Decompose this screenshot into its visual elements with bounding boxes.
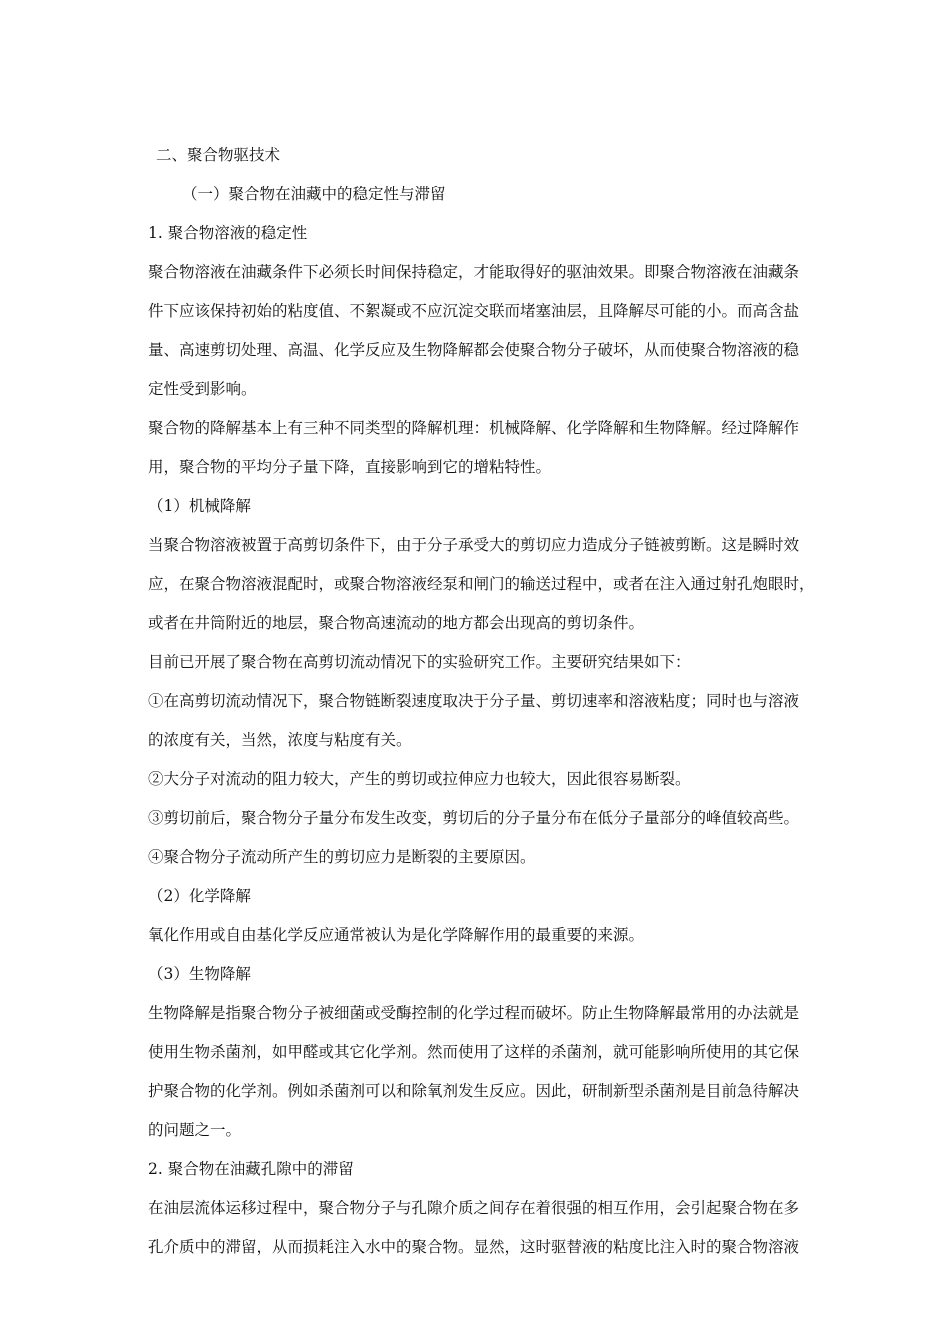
text-line: 应，在聚合物溶液混配时，或聚合物溶液经泵和闸门的输送过程中，或者在注入通过射孔炮眼时， xyxy=(148,575,815,593)
text-line: 当聚合物溶液被置于高剪切条件下，由于分子承受大的剪切应力造成分子链被剪断。这是瞬时效 xyxy=(148,536,800,554)
heading-sub: （一）聚合物在油藏中的稳定性与滞留 xyxy=(182,185,446,203)
text-line: 孔介质中的滞留，从而损耗注入水中的聚合物。显然，这时驱替液的粘度比注入时的聚合物溶液 xyxy=(148,1238,800,1256)
text-line: ①在高剪切流动情况下，聚合物链断裂速度取决于分子量、剪切速率和溶液粘度；同时也与溶液 xyxy=(148,692,800,710)
section-2-title: 2. 聚合物在油藏孔隙中的滞留 xyxy=(148,1160,354,1178)
document-body xyxy=(148,136,854,1267)
list-item-4: ④聚合物分子流动所产生的剪切应力是断裂的主要原因。 xyxy=(148,848,536,866)
list-item-2: ②大分子对流动的阻力较大，产生的剪切或拉伸应力也较大，因此很容易断裂。 xyxy=(148,770,691,788)
paragraph-mechanical xyxy=(148,526,854,643)
text-line: 使用生物杀菌剂，如甲醛或其它化学剂。然而使用了这样的杀菌剂，就可能影响所使用的其它保 xyxy=(148,1043,800,1061)
paragraph-degradation-types xyxy=(148,409,854,487)
list-item-1 xyxy=(148,682,854,760)
paragraph-chemical: 氧化作用或自由基化学反应通常被认为是化学降解作用的最重要的来源。 xyxy=(148,926,645,944)
section-1-title: 1. 聚合物溶液的稳定性 xyxy=(148,224,308,242)
text-line: 的问题之一。 xyxy=(148,1121,242,1139)
text-line: 量、高速剪切处理、高温、化学反应及生物降解都会使聚合物分子破坏，从而使聚合物溶液的稳 xyxy=(148,341,800,359)
text-line: 生物降解是指聚合物分子被细菌或受酶控制的化学过程而破坏。防止生物降解最常用的办法就是 xyxy=(148,1004,800,1022)
heading-main: 二、聚合物驱技术 xyxy=(156,146,281,164)
text-line: 或者在井筒附近的地层，聚合物高速流动的地方都会出现高的剪切条件。 xyxy=(148,614,645,632)
text-line: 聚合物的降解基本上有三种不同类型的降解机理：机械降解、化学降解和生物降解。经过降解作 xyxy=(148,419,800,437)
paragraph-research-intro: 目前已开展了聚合物在高剪切流动情况下的实验研究工作。主要研究结果如下： xyxy=(148,653,691,671)
subsection-chemical-title: （2）化学降解 xyxy=(148,887,251,905)
text-line: 护聚合物的化学剂。例如杀菌剂可以和除氧剂发生反应。因此，研制新型杀菌剂是目前急待解决 xyxy=(148,1082,800,1100)
paragraph-stability xyxy=(148,253,854,409)
subsection-biological-title: （3）生物降解 xyxy=(148,965,251,983)
text-line: 聚合物溶液在油藏条件下必须长时间保持稳定，才能取得好的驱油效果。即聚合物溶液在油藏条 xyxy=(148,263,800,281)
text-line: 用，聚合物的平均分子量下降，直接影响到它的增粘特性。 xyxy=(148,458,552,476)
text-line: 的浓度有关，当然，浓度与粘度有关。 xyxy=(148,731,412,749)
paragraph-retention xyxy=(148,1189,854,1267)
paragraph-biological xyxy=(148,994,854,1150)
text-line: 件下应该保持初始的粘度值、不絮凝或不应沉淀交联而堵塞油层，且降解尽可能的小。而高含盐 xyxy=(148,302,800,320)
text-line: 定性受到影响。 xyxy=(148,380,257,398)
subsection-mechanical-title: （1）机械降解 xyxy=(148,497,251,515)
text-line: 在油层流体运移过程中，聚合物分子与孔隙介质之间存在着很强的相互作用，会引起聚合物在多 xyxy=(148,1199,800,1217)
list-item-3: ③剪切前后，聚合物分子量分布发生改变，剪切后的分子量分布在低分子量部分的峰值较高些。 xyxy=(148,809,800,827)
